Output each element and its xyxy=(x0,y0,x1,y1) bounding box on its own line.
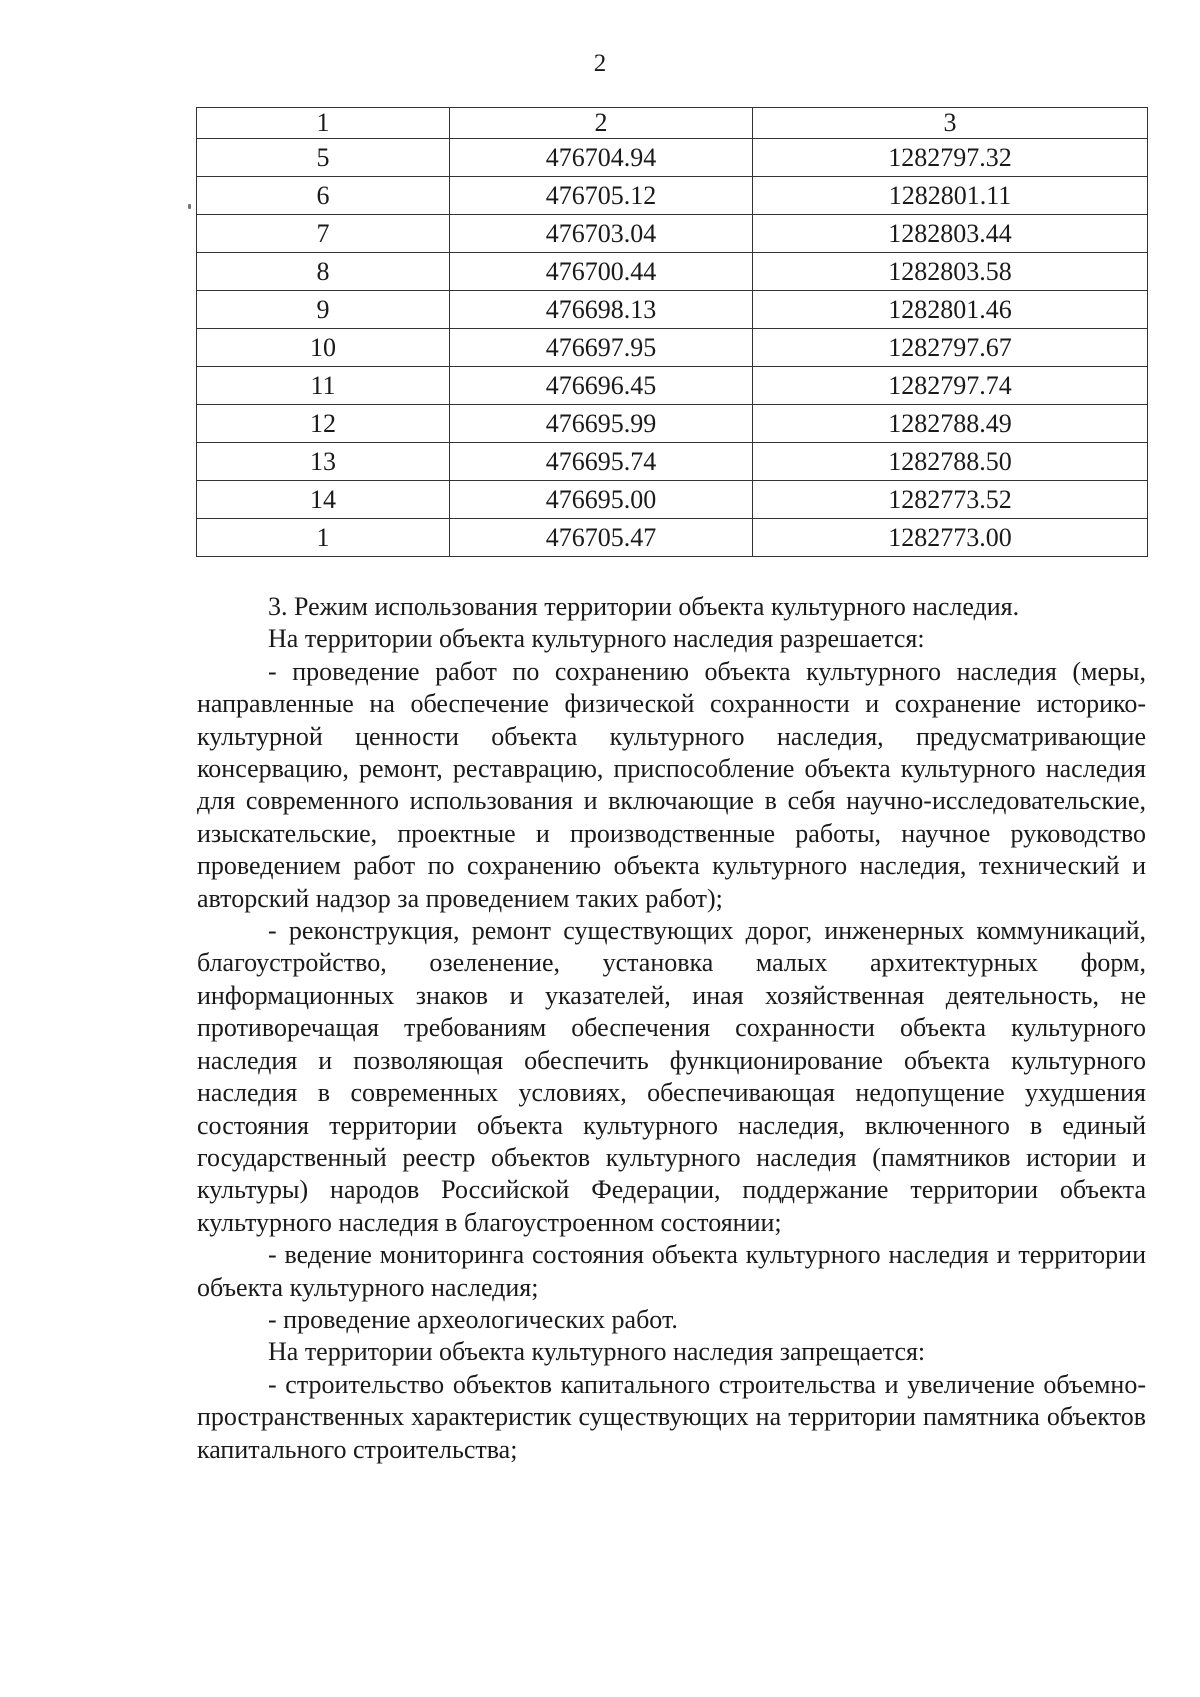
cell-x-coordinate: 476705.47 xyxy=(450,519,753,557)
cell-point-number: 1 xyxy=(197,519,450,557)
cell-x-coordinate: 476705.12 xyxy=(450,177,753,215)
cell-x-coordinate: 476695.74 xyxy=(450,443,753,481)
table-body xyxy=(197,139,1148,557)
cell-y-coordinate: 1282803.58 xyxy=(753,253,1148,291)
allowed-item: - реконструкция, ремонт существующих дорог, инженерных коммуникаций, благоустройство, озеленение, установка малых архитектурных форм, информационных знаков и указателей, иная хозяйственная деятельность, не противоречащая требованиям обеспечения сохранности объекта культурного наследия и позволяющая обеспечить функционирование объекта культурного наследия в современных условиях, обеспечивающая недопущение ухудшения состояния территории объекта культурного наследия, включенного в единый государственный реестр объектов культурного наследия (памятников истории и культуры) народов Российской Федерации, поддержание территории объекта культурного наследия в благоустроенном состоянии; xyxy=(197,916,1146,1237)
table-row xyxy=(197,329,1148,367)
cell-x-coordinate: 476697.95 xyxy=(450,329,753,367)
section-heading: 3. Режим использования территории объекта культурного наследия. xyxy=(268,592,1020,621)
cell-point-number: 11 xyxy=(197,367,450,405)
cell-point-number: 10 xyxy=(197,329,450,367)
table-row xyxy=(197,405,1148,443)
cell-x-coordinate: 476696.45 xyxy=(450,367,753,405)
cell-x-coordinate: 476700.44 xyxy=(450,253,753,291)
cell-x-coordinate: 476695.99 xyxy=(450,405,753,443)
table-row xyxy=(197,291,1148,329)
allowed-intro: На территории объекта культурного наследия разрешается: xyxy=(268,624,925,654)
cell-point-number: 14 xyxy=(197,481,450,519)
table-row xyxy=(197,367,1148,405)
allowed-item: - проведение археологических работ. xyxy=(268,1304,678,1334)
cell-y-coordinate: 1282803.44 xyxy=(753,215,1148,253)
cell-point-number: 9 xyxy=(197,291,450,329)
cell-point-number: 13 xyxy=(197,443,450,481)
coordinates-table xyxy=(196,107,1148,557)
cell-y-coordinate: 1282797.74 xyxy=(753,367,1148,405)
table-row xyxy=(197,443,1148,481)
cell-point-number: 8 xyxy=(197,253,450,291)
table-row xyxy=(197,215,1148,253)
cell-point-number: 12 xyxy=(197,405,450,443)
cell-point-number: 7 xyxy=(197,215,450,253)
scan-artifact-mark xyxy=(188,204,191,209)
cell-y-coordinate: 1282788.49 xyxy=(753,405,1148,443)
cell-x-coordinate: 476695.00 xyxy=(450,481,753,519)
page-number: 2 xyxy=(593,50,607,77)
section-text xyxy=(197,591,1146,1466)
column-header-y: 3 xyxy=(753,108,1148,139)
cell-y-coordinate: 1282788.50 xyxy=(753,443,1148,481)
cell-point-number: 6 xyxy=(197,177,450,215)
column-header-point: 1 xyxy=(197,108,450,139)
table-header-row xyxy=(197,108,1148,139)
cell-y-coordinate: 1282801.46 xyxy=(753,291,1148,329)
table-row xyxy=(197,519,1148,557)
column-header-x: 2 xyxy=(450,108,753,139)
forbidden-intro: На территории объекта культурного наследия запрещается: xyxy=(268,1337,926,1367)
table-row xyxy=(197,253,1148,291)
cell-y-coordinate: 1282797.67 xyxy=(753,329,1148,367)
cell-y-coordinate: 1282797.32 xyxy=(753,139,1148,177)
cell-x-coordinate: 476703.04 xyxy=(450,215,753,253)
table-row xyxy=(197,481,1148,519)
cell-y-coordinate: 1282773.52 xyxy=(753,481,1148,519)
table-row xyxy=(197,139,1148,177)
table-row xyxy=(197,177,1148,215)
cell-x-coordinate: 476698.13 xyxy=(450,291,753,329)
cell-y-coordinate: 1282801.11 xyxy=(753,177,1148,215)
forbidden-item: - строительство объектов капитального строительства и увеличение объемно-пространственных характеристик существующих на территории памятника объектов капитального строительства; xyxy=(197,1369,1146,1464)
allowed-item: - проведение работ по сохранению объекта культурного наследия (меры, направленные на обеспечение физической сохранности и сохранение историко-культурной ценности объекта культурного наследия, предусматривающие консервацию, ремонт, реставрацию, приспособление объекта культурного наследия для современного использования и включающие в себя научно-исследовательские, изыскательские, проектные и производственные работы, научное руководство проведением работ по сохранению объекта культурного наследия, технический и авторский надзор за проведением таких работ); xyxy=(197,656,1146,913)
allowed-item: - ведение мониторинга состояния объекта культурного наследия и территории объекта культурного наследия; xyxy=(197,1240,1146,1302)
table-header xyxy=(197,108,1148,139)
cell-y-coordinate: 1282773.00 xyxy=(753,519,1148,557)
cell-point-number: 5 xyxy=(197,139,450,177)
cell-x-coordinate: 476704.94 xyxy=(450,139,753,177)
